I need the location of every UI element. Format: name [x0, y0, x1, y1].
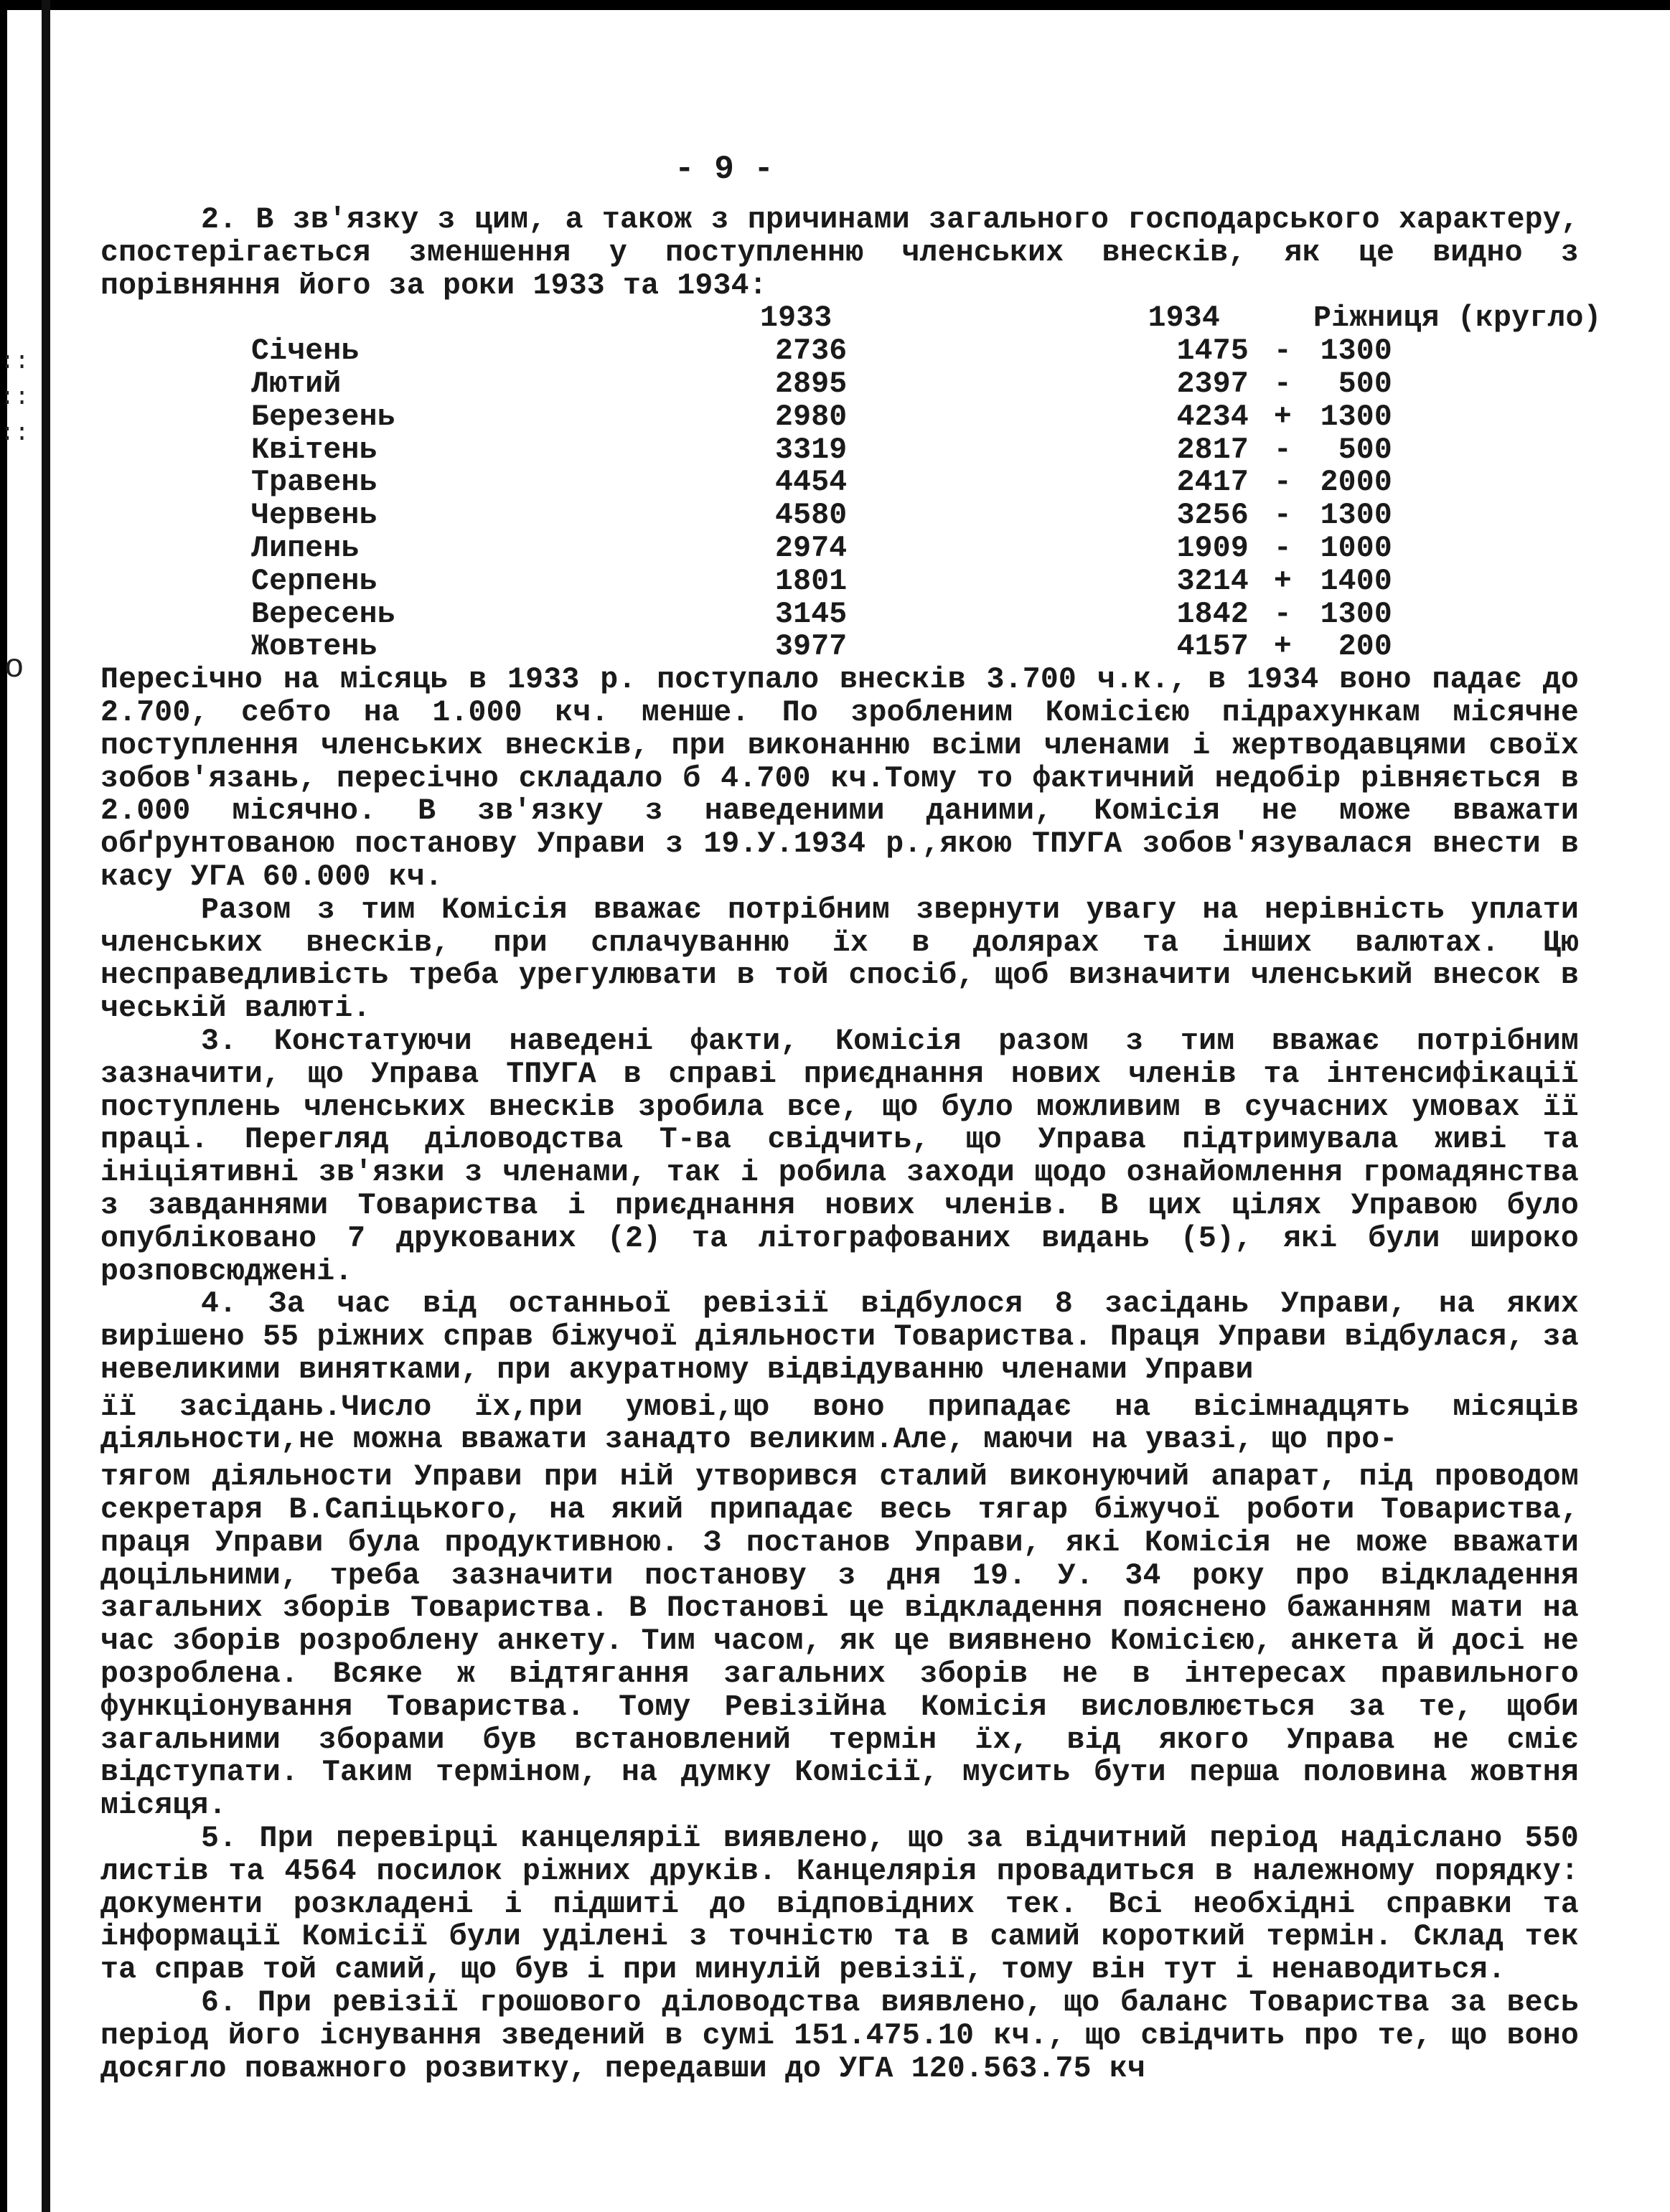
difference-value-cell: 1300 — [1320, 334, 1392, 369]
section-2-after-table: Пересічно на місяць в 1933 р. поступало внесків 3.700 ч.к., в 1934 воно падає до 2.700, себто на 1.000 кч. менше. По зробленим Комісією підрахункам місячне поступлення членських внесків, при виконанню всіми членами і жертводавцями своїх зобов'язань, пересічно складало б 4.700 кч.Тому то фактичний недобір рівняється в 2.000 місячно. В зв'язку з наведеними даними, Комісія не може вважати обґрунтованою постанову Управи з 19.У.1934 р.,якою ТПУГА зобов'язувалася внести в касу УГА 60.000 кч. — [100, 663, 1579, 894]
value-1934-cell: 1842 — [1176, 597, 1249, 631]
month-cell: Серпень — [251, 564, 377, 598]
difference-sign-cell: - — [1273, 367, 1292, 401]
difference-value-cell: 500 — [1338, 433, 1392, 467]
difference-value-cell: 1300 — [1320, 597, 1392, 631]
table-header — [100, 301, 1602, 336]
table-row — [100, 598, 1579, 631]
difference-sign-cell: + — [1273, 630, 1292, 664]
difference-sign-cell: - — [1273, 597, 1292, 631]
difference-sign-cell: - — [1273, 334, 1292, 369]
value-1934-cell: 2397 — [1176, 367, 1249, 401]
difference-value-cell: 1300 — [1320, 499, 1392, 533]
value-1934-cell: 4157 — [1176, 630, 1249, 664]
month-cell: Квітень — [251, 433, 377, 467]
value-1933-cell: 2736 — [775, 334, 848, 369]
value-1933-cell: 2895 — [775, 367, 848, 401]
table-row — [100, 532, 1579, 565]
difference-sign-cell: - — [1273, 531, 1292, 565]
month-cell: Жовтень — [251, 630, 377, 664]
difference-value-cell: 1400 — [1320, 564, 1392, 598]
document-body — [100, 143, 1602, 2086]
value-1933-cell: 4454 — [775, 466, 848, 500]
table-row — [100, 368, 1579, 401]
value-1933-cell: 4580 — [775, 499, 848, 533]
month-cell: Березень — [251, 400, 395, 434]
margin-letter: о — [4, 649, 24, 687]
scan-top-border — [0, 0, 1670, 10]
difference-value-cell: 1300 — [1320, 400, 1392, 434]
contributions-table — [100, 301, 1602, 664]
value-1933-cell: 3977 — [775, 630, 848, 664]
difference-sign-cell: - — [1273, 499, 1292, 533]
section-2-intro: 2. В зв'язку з цим, а також з причинами загального господарського характеру, спостерігається зменшення у поступленню членських внесків, як це видно з порівняння його за роки 1933 та 1934: — [100, 203, 1579, 303]
month-cell: Вересень — [251, 597, 395, 631]
value-1933-cell: 2974 — [775, 531, 848, 565]
value-1934-cell: 3256 — [1176, 499, 1249, 533]
scan-fold-line — [42, 0, 50, 2212]
difference-value-cell: 200 — [1338, 630, 1392, 664]
month-cell: Липень — [251, 531, 360, 565]
margin-marks: :: :: :: — [0, 349, 29, 448]
value-1934-cell: 1475 — [1176, 334, 1249, 369]
value-1933-cell: 3145 — [775, 597, 848, 631]
difference-value-cell: 1000 — [1320, 531, 1392, 565]
table-row — [100, 466, 1579, 499]
section-4-part-3: тягом діяльности Управи при ній утворився сталий виконуючий апарат, під проводом секретаря В.Сапіцького, на який припадає весь тягар біжучої роботи Товариства, праця Управи була продуктивною. З постанов Управи, які Комісія не може вважати доцільними, треба зазначити постанову з дня 19. У. 34 року про відкладення загальних зборів Товариства. В Постанові це відкладення пояснено бажанням мати на час зборів розроблену анкету. Тим часом, як це виявнено Комісією, анкета й досі не розроблена. Всяке ж відтягання загальних зборів не в інтересах правильного функціонування Товариства. Тому Ревізійна Комісія висловлюється за те, щоби загальними зборами був встановлений термін їх, від якого Управа не сміє відступати. Таким терміном, на думку Комісії, мусить бути перша половина жовтня місяця. — [100, 1460, 1579, 1823]
difference-value-cell: 2000 — [1320, 466, 1392, 500]
value-1934-cell: 2417 — [1176, 466, 1249, 500]
month-cell: Травень — [251, 466, 377, 500]
section-6: 6. При ревізії грошового діловодства виявлено, що баланс Товариства за весь період його існування зведений в сумі 151.475.10 кч., що свідчить про те, що воно досягло поважного розвитку, передавши до УГА 120.563.75 кч — [100, 1986, 1579, 2086]
header-1934: 1934 — [1148, 301, 1220, 336]
month-cell: Січень — [251, 334, 360, 369]
value-1933-cell: 3319 — [775, 433, 848, 467]
value-1934-cell: 4234 — [1176, 400, 1249, 434]
table-row — [100, 631, 1579, 664]
value-1933-cell: 2980 — [775, 400, 848, 434]
header-1933: 1933 — [760, 301, 832, 336]
difference-sign-cell: + — [1273, 564, 1292, 598]
value-1933-cell: 1801 — [775, 564, 848, 598]
table-row — [100, 499, 1579, 532]
difference-sign-cell: + — [1273, 400, 1292, 434]
scan-left-edge — [0, 0, 7, 2212]
table-row — [100, 565, 1579, 598]
difference-sign-cell: - — [1273, 433, 1292, 467]
difference-sign-cell: - — [1273, 466, 1292, 500]
value-1934-cell: 2817 — [1176, 433, 1249, 467]
section-5: 5. При перевірці канцелярії виявлено, що за відчитний період надіслано 550 листів та 4564 посилок ріжних друків. Канцелярія провадиться в належному порядку: документи розкладені і підшиті до відповідних тек. Всі необхідні справки та інформації Комісії були уділені з точністю та в самий короткий термін. Склад тек та справ той самий, що був і при минулій ревізії, тому він тут і ненаводиться. — [100, 1822, 1579, 1987]
table-row — [100, 401, 1579, 434]
section-3: 3. Констатуючи наведені факти, Комісія разом з тим вважає потрібним зазначити, що Управа ТПУГА в справі приєднання нових членів та інтенсифікації поступлень членських внесків зробила все, що було можливим в сучасних умовах її праці. Перегляд діловодства Т-ва свідчить, що Управа підтримувала живі та ініціятивні зв'язки з членами, так і робила заходи щодо ознайомлення громадянства з завданнями Товариства і приєднання нових членів. В цих цілях Управою було опубліковано 7 друкованих (2) та літографованих видань (5), які були широко розповсюджені. — [100, 1024, 1579, 1289]
table-row — [100, 434, 1579, 467]
section-4-part-1: 4. За час від останньої ревізії відбулося 8 засідань Управи, на яких вирішено 55 ріжних справ біжучої діяльности Товариства. Праця Управи відбулася, за невеликими винятками, при акуратному відвідуванню членами Управи — [100, 1287, 1579, 1387]
table-row — [100, 335, 1579, 368]
month-cell: Червень — [251, 499, 377, 533]
value-1934-cell: 1909 — [1176, 531, 1249, 565]
month-cell: Лютий — [251, 367, 342, 401]
section-2-currency-note: Разом з тим Комісія вважає потрібним звернути увагу на нерівність уплати членських внесків, при сплачуванню їх в долярах та інших валютах. Цю несправедливість треба урегулювати в той спосіб, щоб визначити членський внесок в чеській валюті. — [100, 893, 1579, 1026]
section-4-part-2: її засідань.Число їх,при умові,що воно припадає на вісімнадцять місяців діяльности,не можна вважати занадто великим.Але, маючи на увазі, що про- — [100, 1390, 1579, 1457]
header-difference: Ріжниця (кругло) — [1313, 301, 1602, 336]
page-number: - 9 - — [675, 151, 774, 188]
value-1934-cell: 3214 — [1176, 564, 1249, 598]
difference-value-cell: 500 — [1338, 367, 1392, 401]
